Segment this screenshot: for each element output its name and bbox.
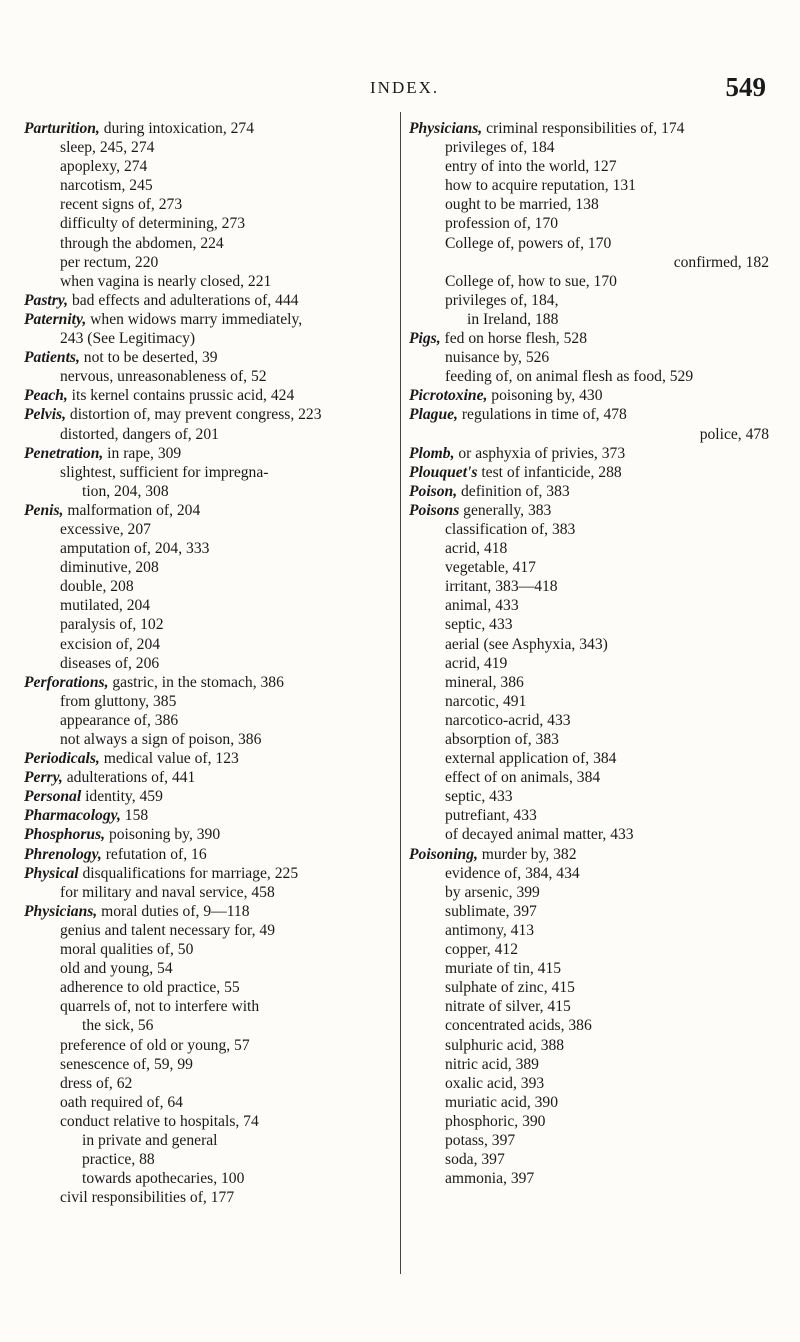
index-entry-text: 158 — [120, 807, 149, 825]
index-entry — [409, 940, 769, 959]
index-entry-text: refutation of, 16 — [101, 845, 207, 863]
index-entry — [409, 577, 769, 596]
index-entry — [24, 310, 402, 329]
index-entry-text: confirmed, 182 — [673, 253, 769, 271]
index-entry-text: when widows marry immediately, — [86, 310, 303, 328]
index-entry — [24, 1131, 402, 1150]
index-entry — [409, 253, 769, 272]
index-entry-text: oath required of, 64 — [60, 1093, 183, 1111]
index-entry — [409, 921, 769, 940]
index-entry — [409, 214, 769, 233]
index-entry-text: identity, 459 — [81, 788, 163, 806]
index-entry — [24, 1055, 402, 1074]
index-entry-text: adulterations of, 441 — [62, 769, 196, 787]
index-entry — [24, 577, 402, 596]
index-entry-text: feeding of, on animal flesh as food, 529 — [445, 368, 694, 386]
index-entry — [409, 902, 769, 921]
index-entry — [409, 157, 769, 176]
index-entry-text: College of, how to sue, 170 — [445, 272, 617, 290]
index-entry — [24, 978, 402, 997]
index-entry-text: aerial (see Asphyxia, 343) — [445, 635, 608, 653]
index-entry-text: quarrels of, not to interfere with — [60, 998, 260, 1016]
index-entry-text: nitrate of silver, 415 — [445, 998, 571, 1016]
index-entry — [409, 520, 769, 539]
index-entry — [24, 615, 402, 634]
index-entry — [409, 635, 769, 654]
index-entry — [409, 1169, 769, 1188]
index-headword: Physicians, — [24, 902, 98, 920]
index-entry-text: old and young, 54 — [60, 960, 173, 978]
index-entry-text: moral qualities of, 50 — [60, 941, 194, 959]
index-headword: Phrenology, — [24, 845, 102, 863]
index-entry — [409, 1016, 769, 1035]
index-entry — [409, 787, 769, 806]
index-headword: Plouquet's — [409, 463, 478, 481]
index-entry — [409, 1112, 769, 1131]
index-entry — [409, 673, 769, 692]
index-entry-text: nuisance by, 526 — [445, 349, 550, 367]
index-entry-text: privileges of, 184, — [445, 291, 559, 309]
index-entry-text: or asphyxia of privies, 373 — [454, 444, 626, 462]
index-headword: Physicians, — [409, 120, 483, 137]
index-entry-text: classification of, 383 — [445, 520, 576, 538]
index-entry-text: medical value of, 123 — [99, 750, 239, 768]
index-entry-text: concentrated acids, 386 — [445, 1017, 592, 1035]
index-entry-text: distortion of, may prevent congress, 223 — [66, 406, 322, 424]
index-entry — [24, 558, 402, 577]
index-entry — [24, 386, 402, 405]
index-entry-text: gastric, in the stomach, 386 — [108, 673, 284, 691]
index-entry-text: murder by, 382 — [477, 845, 577, 863]
index-entry-text: muriate of tin, 415 — [445, 960, 562, 978]
index-entry — [409, 272, 769, 291]
index-headword: Pigs, — [409, 330, 441, 348]
index-headword: Plomb, — [409, 444, 455, 462]
index-entry-text: appearance of, 386 — [60, 711, 179, 729]
index-entry-text: vegetable, 417 — [445, 559, 536, 577]
index-entry — [24, 673, 402, 692]
index-headword: Poison, — [409, 482, 458, 500]
index-entry — [409, 176, 769, 195]
index-headword: Parturition, — [24, 120, 100, 137]
index-entry-text: in Ireland, 188 — [467, 310, 559, 328]
index-entry — [409, 234, 769, 253]
index-entry — [24, 940, 402, 959]
index-headword: Perforations, — [24, 673, 109, 691]
index-entry — [24, 253, 402, 272]
index-entry — [24, 635, 402, 654]
index-entry-text: excessive, 207 — [60, 520, 151, 538]
index-entry — [24, 749, 402, 768]
index-entry — [24, 291, 402, 310]
index-entry — [409, 367, 769, 386]
index-entry — [24, 195, 402, 214]
index-entry — [24, 1150, 402, 1169]
index-headword: Picrotoxine, — [409, 387, 488, 405]
index-entry — [409, 806, 769, 825]
index-entry-text: fed on horse flesh, 528 — [440, 330, 587, 348]
index-entry — [409, 386, 769, 405]
index-entry-text: police, 478 — [699, 425, 769, 443]
index-headword: Plague, — [409, 406, 458, 424]
index-entry-text: evidence of, 384, 434 — [445, 864, 580, 882]
index-entry-text: bad effects and adulterations of, 444 — [68, 291, 299, 309]
index-entry — [409, 1055, 769, 1074]
index-entry-text: practice, 88 — [82, 1151, 155, 1169]
index-entry-text: College of, powers of, 170 — [445, 234, 612, 252]
index-entry-text: ought to be married, 138 — [445, 196, 599, 214]
column-divider — [400, 112, 401, 1274]
index-entry-text: mutilated, 204 — [60, 597, 151, 615]
index-entry-text: effect of on animals, 384 — [445, 769, 601, 787]
index-entry — [409, 405, 769, 424]
index-entry-text: excision of, 204 — [60, 635, 161, 653]
index-entry — [24, 864, 402, 883]
index-entry-text: test of infanticide, 288 — [477, 463, 622, 481]
index-entry-text: by arsenic, 399 — [445, 883, 540, 901]
index-entry — [24, 539, 402, 558]
index-headword: Phosphorus, — [24, 826, 106, 844]
index-entry-text: definition of, 383 — [457, 482, 570, 500]
index-entry — [409, 749, 769, 768]
index-entry-text: profession of, 170 — [445, 215, 559, 233]
index-entry-text: oxalic acid, 393 — [445, 1074, 545, 1092]
index-entry-text: genius and talent necessary for, 49 — [60, 921, 276, 939]
index-entry — [24, 825, 402, 844]
index-entry-text: privileges of, 184 — [445, 139, 555, 157]
index-entry-text: muriatic acid, 390 — [445, 1093, 559, 1111]
index-headword: Patients, — [24, 349, 80, 367]
page-number: 549 — [725, 72, 766, 102]
index-entry-text: sleep, 245, 274 — [60, 139, 155, 157]
index-entry-text: during intoxication, 274 — [99, 120, 255, 137]
index-entry — [24, 482, 402, 501]
index-column-left — [24, 119, 402, 1207]
index-entry-text: senescence of, 59, 99 — [60, 1055, 193, 1073]
index-entry — [409, 1131, 769, 1150]
index-entry-text: poisoning by, 430 — [487, 387, 603, 405]
page-header — [0, 72, 800, 108]
index-entry — [409, 825, 769, 844]
index-entry — [24, 1112, 402, 1131]
index-entry-text: civil responsibilities of, 177 — [60, 1189, 235, 1207]
index-headword: Personal — [24, 788, 82, 806]
index-entry-text: 243 (See Legitimacy) — [60, 330, 196, 348]
index-entry — [409, 978, 769, 997]
index-headword: Poisoning, — [409, 845, 478, 863]
index-entry-text: its kernel contains prussic acid, 424 — [67, 387, 295, 405]
index-entry-text: generally, 383 — [459, 501, 552, 519]
index-entry — [409, 883, 769, 902]
index-entry — [409, 138, 769, 157]
index-entry-text: soda, 397 — [445, 1151, 505, 1169]
index-headword: Pharmacology, — [24, 807, 121, 825]
index-headword: Pelvis, — [24, 406, 66, 424]
index-headword: Penetration, — [24, 444, 104, 462]
index-entry — [409, 1150, 769, 1169]
index-entry — [24, 1074, 402, 1093]
index-headword: Perry, — [24, 769, 63, 787]
index-entry — [409, 596, 769, 615]
index-entry-text: external application of, 384 — [445, 750, 617, 768]
index-entry — [24, 348, 402, 367]
index-entry — [409, 864, 769, 883]
index-entry-text: regulations in time of, 478 — [457, 406, 627, 424]
index-entry — [24, 157, 402, 176]
index-entry — [409, 329, 769, 348]
index-entry — [409, 730, 769, 749]
index-entry — [409, 1036, 769, 1055]
index-entry — [24, 997, 402, 1016]
index-entry-text: sulphate of zinc, 415 — [445, 979, 575, 997]
index-entry — [409, 1074, 769, 1093]
index-entry-text: recent signs of, 273 — [60, 196, 183, 214]
index-entry — [24, 654, 402, 673]
index-entry — [24, 501, 402, 520]
index-entry-text: animal, 433 — [445, 597, 519, 615]
index-entry-text: poisoning by, 390 — [105, 826, 221, 844]
index-entry-text: septic, 433 — [445, 616, 513, 634]
index-entry-text: potass, 397 — [445, 1131, 516, 1149]
index-entry — [24, 806, 402, 825]
index-entry — [24, 138, 402, 157]
running-title: INDEX. — [370, 78, 440, 97]
index-entry — [409, 1093, 769, 1112]
index-entry — [24, 1188, 402, 1207]
index-entry-text: paralysis of, 102 — [60, 616, 164, 634]
index-headword: Penis, — [24, 501, 64, 519]
index-entry-text: acrid, 418 — [445, 540, 508, 558]
index-entry — [409, 291, 769, 310]
index-headword: Peach, — [24, 387, 68, 405]
index-entry — [24, 444, 402, 463]
index-entry-text: apoplexy, 274 — [60, 158, 148, 176]
index-entry-text: nervous, unreasonableness of, 52 — [60, 368, 267, 386]
index-entry — [24, 921, 402, 940]
index-entry — [24, 596, 402, 615]
index-entry-text: narcotic, 491 — [445, 692, 527, 710]
index-entry-text: diseases of, 206 — [60, 654, 160, 672]
index-entry-text: towards apothecaries, 100 — [82, 1170, 245, 1188]
index-entry — [24, 902, 402, 921]
index-entry — [409, 615, 769, 634]
index-entry — [409, 119, 769, 138]
index-entry-text: not always a sign of poison, 386 — [60, 731, 262, 748]
index-entry-text: slightest, sufficient for impregna- — [60, 463, 269, 481]
index-entry — [24, 1169, 402, 1188]
index-entry-text: diminutive, 208 — [60, 559, 159, 577]
index-entry-text: nitric acid, 389 — [445, 1055, 539, 1073]
index-entry — [409, 959, 769, 978]
index-entry-text: antimony, 413 — [445, 921, 535, 939]
index-entry-text: mineral, 386 — [445, 673, 524, 691]
index-entry-text: moral duties of, 9—118 — [97, 902, 250, 920]
index-entry-text: difficulty of determining, 273 — [60, 215, 246, 233]
index-entry — [409, 463, 769, 482]
index-entry — [24, 959, 402, 978]
index-entry-text: when vagina is nearly closed, 221 — [60, 272, 272, 290]
index-entry — [409, 997, 769, 1016]
index-entry-text: narcotism, 245 — [60, 177, 153, 195]
index-entry-text: for military and naval service, 458 — [60, 883, 275, 901]
index-entry-text: acrid, 419 — [445, 654, 508, 672]
index-entry — [24, 214, 402, 233]
index-headword: Periodicals, — [24, 750, 100, 768]
index-entry — [409, 501, 769, 520]
index-entry — [409, 425, 769, 444]
index-entry-text: from gluttony, 385 — [60, 692, 177, 710]
index-entry-text: per rectum, 220 — [60, 253, 159, 271]
index-entry — [24, 520, 402, 539]
index-entry — [24, 787, 402, 806]
index-entry-text: disqualifications for marriage, 225 — [78, 864, 299, 882]
index-entry — [409, 348, 769, 367]
index-entry — [24, 845, 402, 864]
index-entry-text: of decayed animal matter, 433 — [445, 826, 634, 844]
index-entry-text: entry of into the world, 127 — [445, 158, 617, 176]
index-entry — [409, 692, 769, 711]
index-entry — [24, 692, 402, 711]
index-entry-text: double, 208 — [60, 578, 134, 596]
index-entry-text: preference of old or young, 57 — [60, 1036, 250, 1054]
index-entry-text: how to acquire reputation, 131 — [445, 177, 636, 195]
index-entry-text: conduct relative to hospitals, 74 — [60, 1112, 259, 1130]
index-entry — [24, 425, 402, 444]
index-entry-text: copper, 412 — [445, 941, 518, 959]
index-entry-text: the sick, 56 — [82, 1017, 154, 1035]
index-entry — [409, 482, 769, 501]
index-entry — [24, 730, 402, 749]
index-entry-text: malformation of, 204 — [63, 501, 201, 519]
index-entry-text: narcotico-acrid, 433 — [445, 711, 571, 729]
index-headword: Physical — [24, 864, 79, 882]
index-entry-text: septic, 433 — [445, 788, 513, 806]
index-entry — [24, 119, 402, 138]
index-entry-text: adherence to old practice, 55 — [60, 979, 240, 997]
index-entry — [409, 558, 769, 577]
index-entry-text: in private and general — [82, 1131, 218, 1149]
index-entry — [409, 654, 769, 673]
index-entry — [24, 272, 402, 291]
index-entry — [24, 329, 402, 348]
index-entry-text: amputation of, 204, 333 — [60, 540, 210, 558]
index-entry — [409, 711, 769, 730]
index-entry-text: irritant, 383—418 — [445, 578, 558, 596]
index-entry — [409, 768, 769, 787]
index-entry — [24, 367, 402, 386]
index-entry-text: ammonia, 397 — [445, 1170, 535, 1188]
index-entry-text: tion, 204, 308 — [82, 482, 169, 500]
index-entry-text: criminal responsibilities of, 174 — [482, 120, 685, 137]
index-entry-text: not to be deserted, 39 — [79, 349, 218, 367]
index-headword: Paternity, — [24, 310, 87, 328]
index-entry-text: distorted, dangers of, 201 — [60, 425, 219, 443]
index-headword: Pastry, — [24, 291, 69, 309]
index-column-right — [409, 119, 769, 1188]
index-entry — [24, 711, 402, 730]
index-entry-text: sulphuric acid, 388 — [445, 1036, 565, 1054]
index-entry — [409, 845, 769, 864]
index-entry-text: dress of, 62 — [60, 1074, 133, 1092]
index-entry — [409, 310, 769, 329]
index-entry — [24, 176, 402, 195]
index-entry — [409, 444, 769, 463]
index-entry — [24, 768, 402, 787]
index-entry — [409, 539, 769, 558]
index-entry — [24, 1093, 402, 1112]
index-entry — [24, 463, 402, 482]
index-entry-text: absorption of, 383 — [445, 731, 559, 748]
index-entry-text: sublimate, 397 — [445, 902, 537, 920]
index-entry-text: in rape, 309 — [103, 444, 182, 462]
index-entry — [24, 234, 402, 253]
index-entry — [24, 405, 402, 424]
index-entry-text: phosphoric, 390 — [445, 1112, 546, 1130]
index-entry — [24, 883, 402, 902]
index-entry — [24, 1036, 402, 1055]
index-entry — [24, 1016, 402, 1035]
index-entry — [409, 195, 769, 214]
index-entry-text: through the abdomen, 224 — [60, 234, 224, 252]
index-entry-text: putrefiant, 433 — [445, 807, 537, 825]
index-headword: Poisons — [409, 501, 460, 519]
